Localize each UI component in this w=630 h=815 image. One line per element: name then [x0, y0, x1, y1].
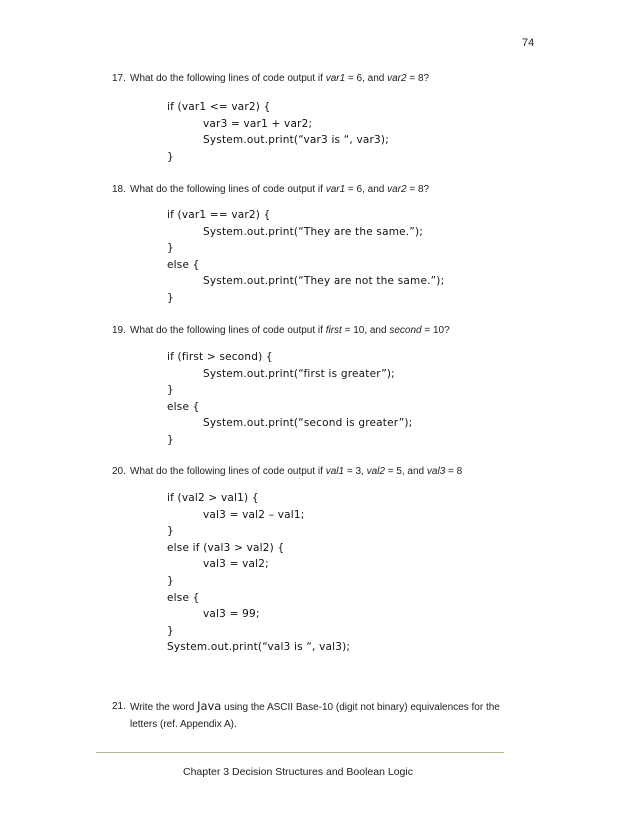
- code-line: }: [167, 624, 174, 637]
- question-text: [130, 698, 500, 733]
- code-line: if (var1 == var2) {: [167, 209, 271, 221]
- question-17: [112, 71, 429, 86]
- code-line: var3 = var1 + var2;: [203, 117, 313, 130]
- code-line: if (first > second) {: [167, 351, 273, 363]
- code-line: }: [167, 291, 174, 304]
- question-text-after: using the ASCII Base-10 (digit not binary) equivalences for the letters (ref. Appendix A).: [130, 702, 500, 730]
- code-line: }: [167, 150, 174, 163]
- code-line: val3 = val2;: [203, 558, 269, 571]
- variable-value: = 8: [445, 466, 463, 477]
- variable-name: var1: [325, 73, 346, 84]
- variable-value: = 6, and: [345, 184, 388, 195]
- code-line: }: [167, 525, 174, 538]
- variable-value: = 5, and: [384, 466, 427, 477]
- code-line: System.out.print(“second is greater”);: [203, 417, 413, 430]
- question-text-before: Write the word: [130, 702, 198, 713]
- variable-value: = 6, and: [345, 73, 388, 84]
- highlighted-word: Java: [197, 699, 222, 713]
- code-line: else {: [167, 258, 200, 271]
- code-line: }: [167, 384, 174, 397]
- question-text: What do the following lines of code output if: [130, 184, 326, 195]
- variable-name: var1: [325, 184, 346, 195]
- question-21: [112, 698, 502, 733]
- question-20: [112, 464, 462, 479]
- code-line: System.out.print(“val3 is “, val3);: [167, 641, 351, 654]
- variable-name: first: [325, 325, 342, 336]
- question-number: 17.: [112, 73, 126, 84]
- footer-divider: [96, 752, 504, 753]
- code-line: val3 = 99;: [203, 608, 260, 621]
- variable-value: = 10?: [421, 325, 450, 336]
- variable-name: val1: [325, 466, 345, 477]
- code-line: }: [167, 433, 174, 446]
- footer-chapter-title: Chapter 3 Decision Structures and Boolean Logic: [183, 766, 413, 778]
- variable-value: = 10, and: [341, 325, 390, 336]
- code-block-17: [167, 99, 389, 165]
- question-number: 21.: [112, 701, 126, 712]
- question-19: [112, 323, 450, 338]
- page-number: 74: [522, 37, 535, 49]
- code-line: if (val2 > val1) {: [167, 492, 259, 504]
- code-line: else {: [167, 400, 200, 413]
- question-18: [112, 182, 429, 197]
- code-block-18: [167, 207, 444, 307]
- question-text: What do the following lines of code output if: [130, 73, 326, 84]
- code-line: else if (val3 > val2) {: [167, 541, 285, 554]
- code-line: }: [167, 242, 174, 255]
- code-line: val3 = val2 – val1;: [203, 508, 305, 521]
- variable-value: = 8?: [406, 73, 430, 84]
- code-line: System.out.print(“var3 is “, var3);: [203, 134, 389, 147]
- variable-name: val2: [366, 466, 385, 477]
- code-block-19: [167, 349, 412, 449]
- variable-name: var2: [387, 73, 407, 84]
- question-number: 19.: [112, 325, 126, 336]
- question-number: 20.: [112, 466, 126, 477]
- code-line: System.out.print(“They are not the same.”);: [203, 275, 445, 288]
- code-line: if (var1 <= var2) {: [167, 101, 271, 113]
- variable-name: val3: [426, 466, 446, 477]
- question-number: 18.: [112, 184, 126, 195]
- code-line: System.out.print(“They are the same.”);: [203, 225, 424, 238]
- code-line: System.out.print(“first is greater”);: [203, 367, 395, 380]
- variable-value: = 8?: [406, 184, 430, 195]
- variable-value: = 3,: [344, 466, 367, 477]
- code-block-20: [167, 490, 350, 656]
- variable-name: var2: [387, 184, 407, 195]
- question-text: What do the following lines of code output if: [130, 466, 326, 477]
- code-line: else {: [167, 591, 200, 604]
- question-text: What do the following lines of code output if: [130, 325, 326, 336]
- variable-name: second: [389, 325, 422, 336]
- code-line: }: [167, 574, 174, 587]
